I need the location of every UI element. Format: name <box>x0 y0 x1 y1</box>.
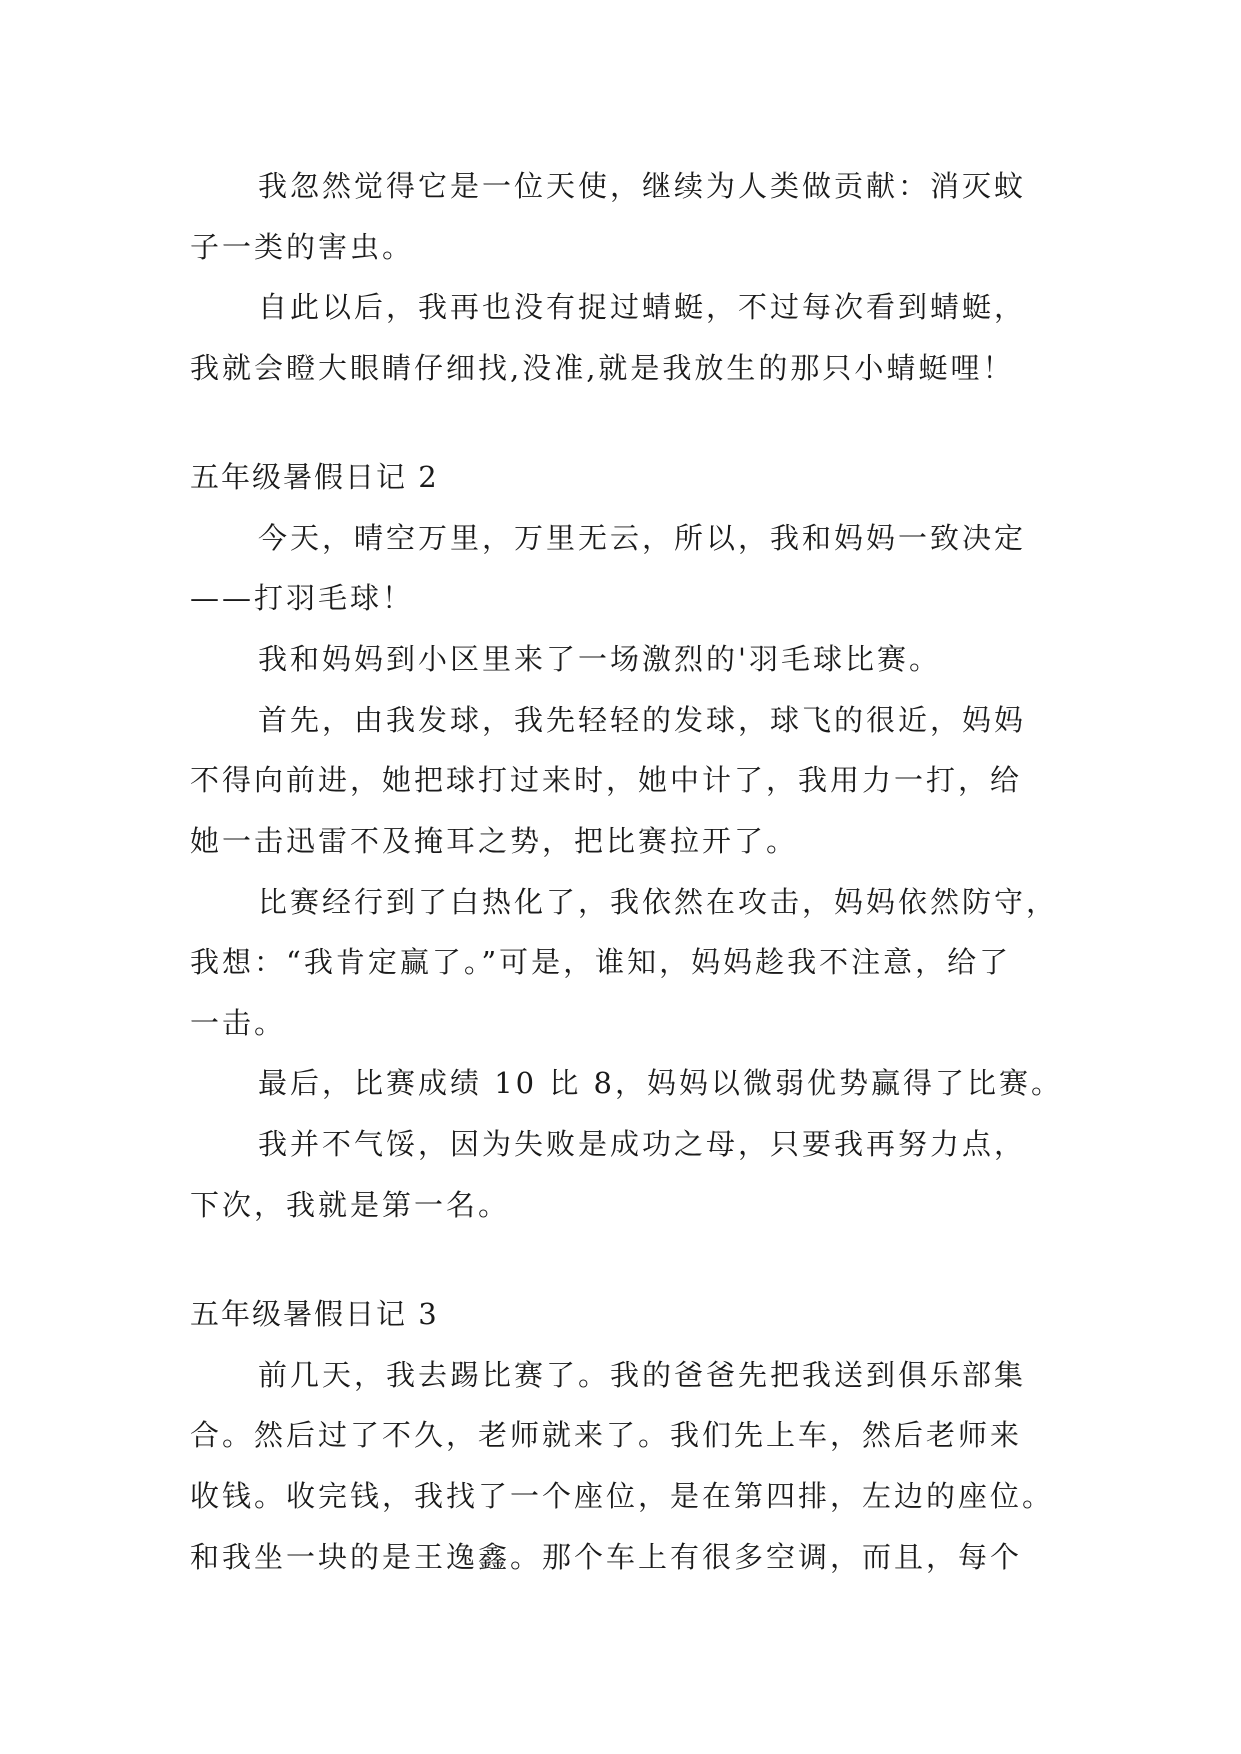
paragraph-line: 自此以后，我再也没有捉过蜻蜓，不过每次看到蜻蜓， <box>258 290 1027 324</box>
paragraph-line: 子一类的害虫。 <box>190 230 415 264</box>
paragraph-line: 和我坐一块的是王逸鑫。那个车上有很多空调，而且，每个 <box>190 1540 1023 1574</box>
section-heading: 五年级暑假日记 2 <box>190 460 439 494</box>
paragraph-line: 我想：“我肯定赢了。”可是，谁知，妈妈趁我不注意，给了 <box>190 945 1012 979</box>
paragraph-line: 下次，我就是第一名。 <box>190 1188 511 1222</box>
paragraph-line: 比赛经行到了白热化了，我依然在攻击，妈妈依然防守， <box>258 885 1059 919</box>
paragraph-line: 首先，由我发球，我先轻轻的发球，球飞的很近，妈妈 <box>258 703 1027 737</box>
paragraph-line: ——打羽毛球！ <box>190 581 415 615</box>
paragraph-line: 我就会瞪大眼睛仔细找,没准,就是我放生的那只小蜻蜓哩！ <box>190 351 1015 385</box>
paragraph-line: 我忽然觉得它是一位天使，继续为人类做贡献：消灭蚊 <box>258 169 1027 203</box>
paragraph-line: 一击。 <box>190 1006 287 1040</box>
paragraph-line: 我并不气馁，因为失败是成功之母，只要我再努力点， <box>258 1127 1027 1161</box>
paragraph-line: 她一击迅雷不及掩耳之势，把比赛拉开了。 <box>190 824 799 858</box>
paragraph-line: 最后，比赛成绩 10 比 8，妈妈以微弱优势赢得了比赛。 <box>258 1066 1064 1100</box>
section-heading: 五年级暑假日记 3 <box>190 1297 439 1331</box>
paragraph-line: 前几天，我去踢比赛了。我的爸爸先把我送到俱乐部集 <box>258 1358 1027 1392</box>
paragraph-line: 不得向前进，她把球打过来时，她中计了，我用力一打，给 <box>190 763 1023 797</box>
paragraph-line: 合。然后过了不久，老师就来了。我们先上车，然后老师来 <box>190 1418 1023 1452</box>
paragraph-line: 收钱。收完钱，我找了一个座位，是在第四排，左边的座位。 <box>190 1479 1055 1513</box>
paragraph-line: 今天，晴空万里，万里无云，所以，我和妈妈一致决定 <box>258 521 1027 555</box>
paragraph-line: 我和妈妈到小区里来了一场激烈的'羽毛球比赛。 <box>258 642 941 676</box>
